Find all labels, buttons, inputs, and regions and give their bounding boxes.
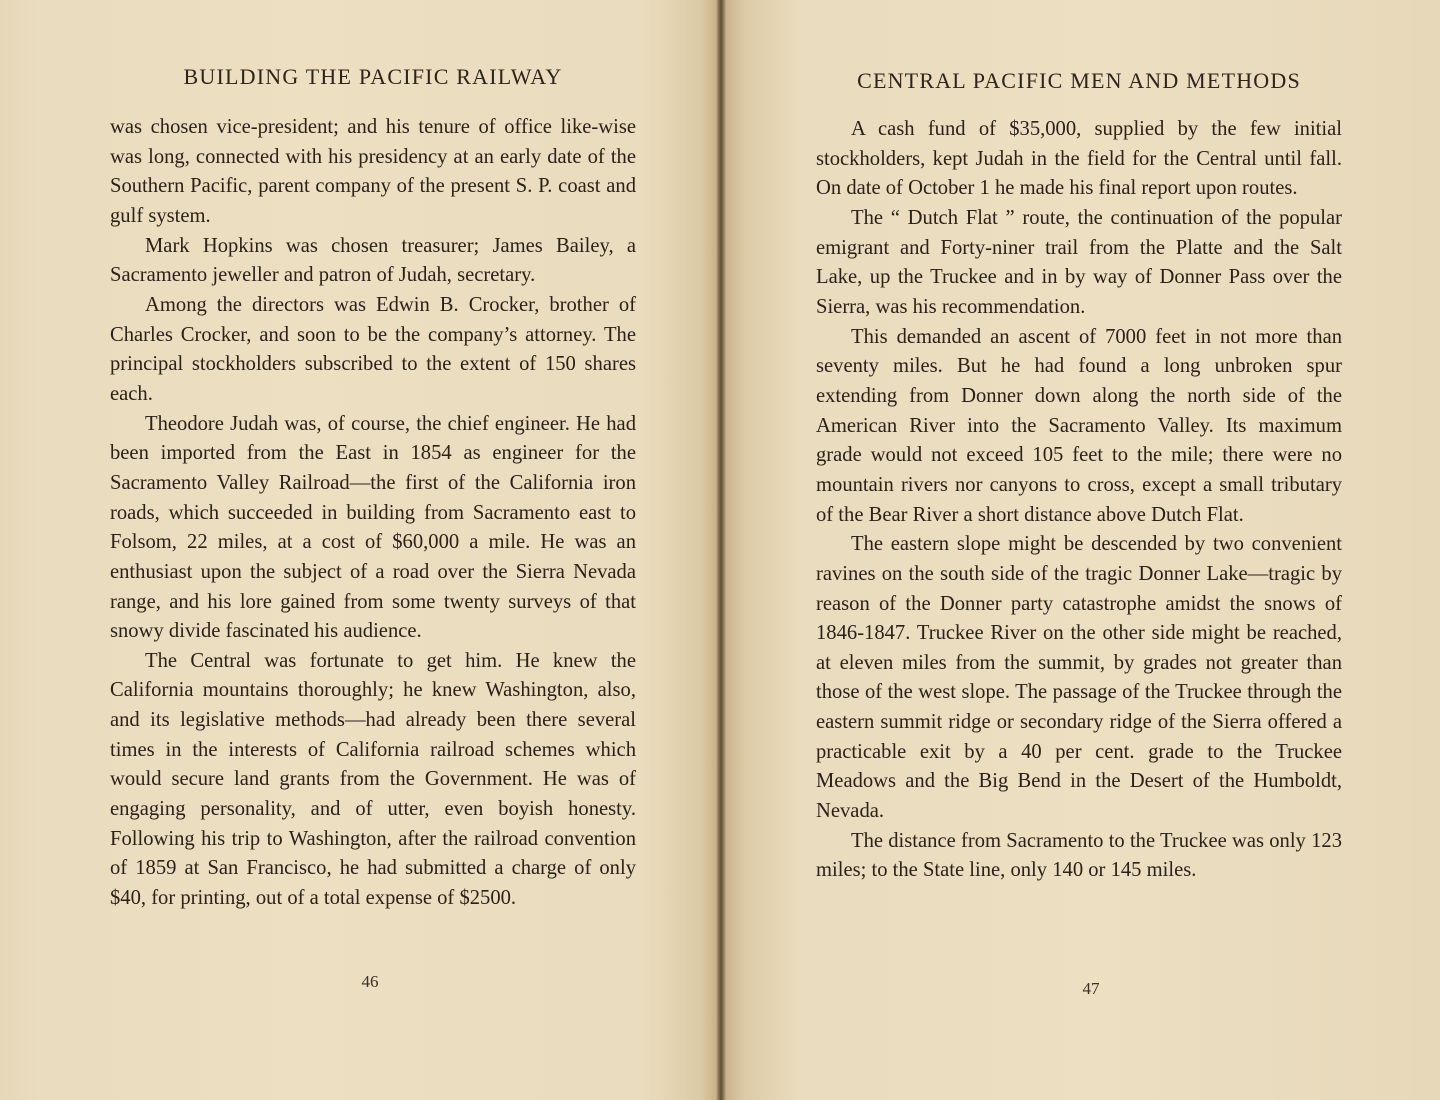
paragraph: The distance from Sacramento to the Truckee was only 123 miles; to the State line, only 140 or 145 miles. bbox=[816, 829, 1342, 882]
paragraph: Among the directors was Edwin B. Crocker, brother of Charles Crocker, and soon to be the company’s attorney. The principal stockholders subscribed to the extent of 150 shares each. bbox=[110, 293, 636, 405]
right-page-text bbox=[816, 115, 1342, 886]
left-page-number: 46 bbox=[361, 972, 379, 991]
paragraph: was chosen vice-president; and his tenure of office like-wise was long, connected with his presidency at an early date of the Southern Pacific, parent company of the present S. P. coast and gulf system. bbox=[110, 116, 636, 227]
paragraph: Mark Hopkins was chosen treasurer; James Bailey, a Sacramento jeweller and patron of Judah, secretary. bbox=[110, 234, 636, 287]
paragraph: The “ Dutch Flat ” route, the continuation of the popular emigrant and Forty-niner trail from the Platte and the Salt Lake, up the Truckee and in by way of Donner Pass over the Sierra, was his recommendation. bbox=[816, 206, 1342, 318]
paragraph: Theodore Judah was, of course, the chief engineer. He had been imported from the East in 1854 as engineer for the Sacramento Valley Railroad—the first of the California iron roads, which succeeded in building from Sacramento east to Folsom, 22 miles, at a cost of $60,000 a mile. He was an enthusiast upon the subject of a road over the Sierra Nevada range, and his lore gained from some twenty surveys of that snowy divide fascinated his audience. bbox=[110, 412, 636, 643]
paragraph: A cash fund of $35,000, supplied by the few initial stockholders, kept Judah in the field for the Central until fall. On date of October 1 he made his final report upon routes. bbox=[816, 118, 1342, 200]
paragraph: The Central was fortunate to get him. He knew the California mountains thoroughly; he knew Washington, also, and its legislative methods—had already been there several times in the interests of California railroad schemes which would secure land grants from the Government. He was of engaging personality, and of utter, even boyish honesty. Following his trip to Washington, after the railroad convention of 1859 at San Francisco, he had submitted a charge of only $40, for printing, out of a total expense of $2500. bbox=[110, 649, 636, 910]
paragraph: The eastern slope might be descended by two convenient ravines on the south side of the tragic Donner Lake—tragic by reason of the Donner party catastrophe amidst the snows of 1846-1847. Truckee River on the other side might be reached, at eleven miles from the summit, by grades not greater than those of the west slope. The passage of the Truckee through the eastern summit ridge or secondary ridge of the Sierra offered a practicable exit by a 40 per cent. grade to the Truckee Meadows and the Big Bend in the Desert of the Humboldt, Nevada. bbox=[816, 533, 1342, 823]
right-running-head: CENTRAL PACIFIC MEN AND METHODS bbox=[857, 68, 1301, 93]
right-page bbox=[722, 0, 1440, 1100]
right-page-number: 47 bbox=[1082, 979, 1100, 998]
left-running-head: BUILDING THE PACIFIC RAILWAY bbox=[183, 64, 563, 89]
paragraph: This demanded an ascent of 7000 feet in not more than seventy miles. But he had found a long unbroken spur extending from Donner down along the north side of the American River into the Sacramento Valley. Its maximum grade would not exceed 105 feet to the mile; there were no mountain rivers nor canyons to cross, except a small tributary of the Bear River a short distance above Dutch Flat. bbox=[816, 325, 1342, 526]
left-page-text bbox=[110, 113, 636, 914]
